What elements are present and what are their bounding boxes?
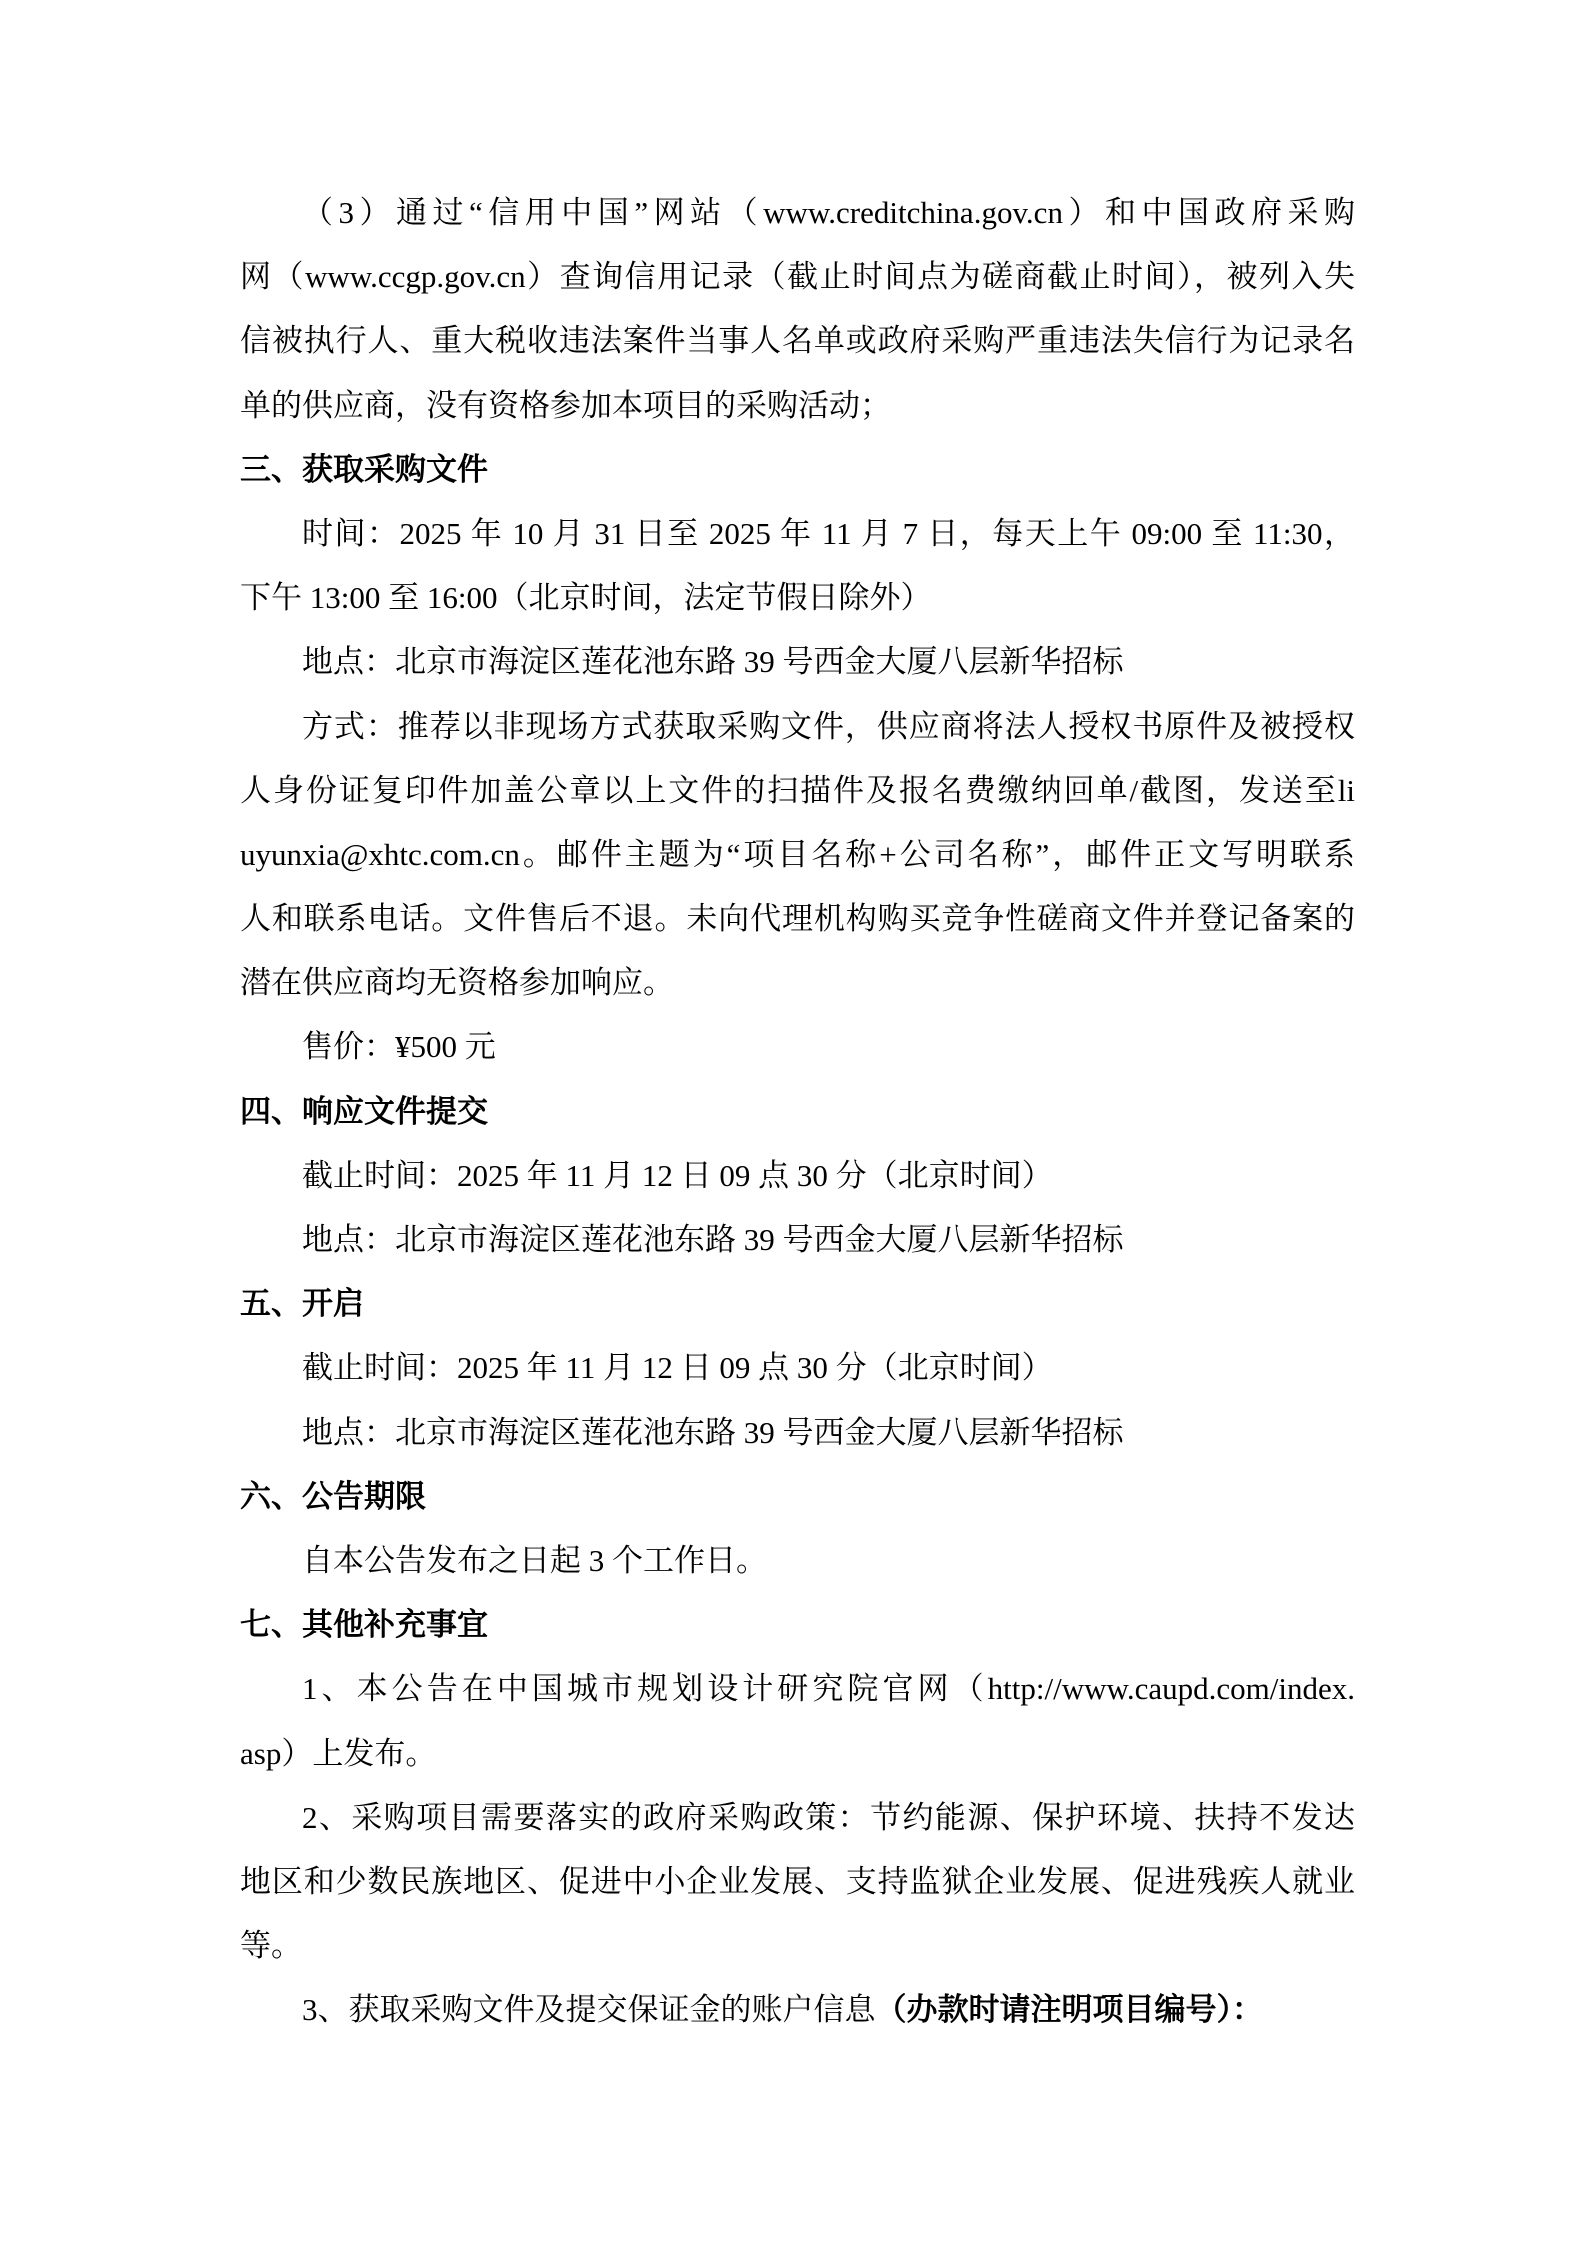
text-run: 等。 xyxy=(240,1928,302,1964)
text-run: 3、获取采购文件及提交保证金的账户信息 xyxy=(302,1992,876,2028)
doc-line xyxy=(240,1722,1355,1786)
doc-line xyxy=(240,1144,1355,1208)
doc-line xyxy=(240,887,1355,951)
doc-line xyxy=(240,1657,1355,1721)
text-run: 1、本公告在中国城市规划设计研究院官网（http://www.caupd.com/index. xyxy=(302,1671,1355,1707)
text-run: 人身份证复印件加盖公章以上文件的扫描件及报名费缴纳回单/截图，发送至li xyxy=(240,772,1355,808)
doc-line xyxy=(240,1529,1355,1593)
text-run: 截止时间：2025 年 11 月 12 日 09 点 30 分（北京时间） xyxy=(302,1350,1053,1386)
text-run: 地区和少数民族地区、促进中小企业发展、支持监狱企业发展、促进残疾人就业 xyxy=(240,1863,1355,1899)
text-run: asp）上发布。 xyxy=(240,1735,437,1771)
text-run: 网（www.ccgp.gov.cn）查询信用记录（截止时间点为磋商截止时间），被列入失 xyxy=(240,259,1355,295)
section-heading xyxy=(240,1593,1355,1657)
text-run: 七、其他补充事宜 xyxy=(240,1607,488,1643)
doc-line xyxy=(240,1914,1355,1978)
text-run: 四、响应文件提交 xyxy=(240,1093,488,1129)
doc-line xyxy=(240,374,1355,438)
text-run: 截止时间：2025 年 11 月 12 日 09 点 30 分（北京时间） xyxy=(302,1157,1053,1193)
doc-line xyxy=(240,695,1355,759)
doc-line xyxy=(240,1401,1355,1465)
text-run: 人和联系电话。文件售后不退。未向代理机构购买竞争性磋商文件并登记备案的 xyxy=(240,901,1355,937)
text-run: 地点：北京市海淀区莲花池东路 39 号西金大厦八层新华招标 xyxy=(302,1222,1124,1257)
text-run: 自本公告发布之日起 3 个工作日。 xyxy=(302,1542,767,1578)
doc-line xyxy=(240,759,1355,823)
text-run: 地点：北京市海淀区莲花池东路 39 号西金大厦八层新华招标 xyxy=(302,1414,1124,1450)
text-run: 下午 13:00 至 16:00（北京时间，法定节假日除外） xyxy=(240,580,932,616)
text-run: 方式：推荐以非现场方式获取采购文件，供应商将法人授权书原件及被授权 xyxy=(302,708,1355,744)
doc-line xyxy=(240,1208,1355,1272)
doc-line xyxy=(240,630,1355,694)
text-run: 售价：¥500 元 xyxy=(302,1029,496,1065)
doc-line xyxy=(240,1015,1355,1079)
document-text-block xyxy=(240,181,1355,2042)
text-run: （3）通过“信用中国”网站（www.creditchina.gov.cn）和中国政府采购 xyxy=(302,195,1355,230)
doc-line xyxy=(240,309,1355,373)
doc-line xyxy=(240,951,1355,1015)
section-heading xyxy=(240,1465,1355,1529)
text-run: 潜在供应商均无资格参加响应。 xyxy=(240,965,674,1001)
doc-line xyxy=(240,181,1355,245)
doc-line xyxy=(240,566,1355,630)
section-heading xyxy=(240,438,1355,502)
doc-line xyxy=(240,1978,1355,2042)
text-run: 时间：2025 年 10 月 31 日至 2025 年 11 月 7 日，每天上午 09:00 至 11:30， xyxy=(302,515,1355,551)
text-run: 信被执行人、重大税收违法案件当事人名单或政府采购严重违法失信行为记录名 xyxy=(240,323,1355,359)
text-run: 六、公告期限 xyxy=(240,1478,426,1514)
doc-line xyxy=(240,245,1355,309)
doc-line xyxy=(240,502,1355,566)
text-run: uyunxia@xhtc.com.cn。邮件主题为“项目名称+公司名称”，邮件正文写明联系 xyxy=(240,836,1355,872)
doc-line xyxy=(240,1336,1355,1400)
text-run: 2、采购项目需要落实的政府采购政策：节约能源、保护环境、扶持不发达 xyxy=(302,1799,1355,1835)
text-run: 单的供应商，没有资格参加本项目的采购活动； xyxy=(240,387,891,423)
section-heading xyxy=(240,1080,1355,1144)
doc-line xyxy=(240,1786,1355,1850)
text-run: 三、获取采购文件 xyxy=(240,451,488,487)
doc-line xyxy=(240,823,1355,887)
doc-line xyxy=(240,1850,1355,1914)
section-heading xyxy=(240,1272,1355,1336)
text-run: 地点：北京市海淀区莲花池东路 39 号西金大厦八层新华招标 xyxy=(302,644,1124,680)
text-run: 五、开启 xyxy=(240,1286,364,1322)
text-run: （办款时请注明项目编号）： xyxy=(875,1992,1263,2028)
